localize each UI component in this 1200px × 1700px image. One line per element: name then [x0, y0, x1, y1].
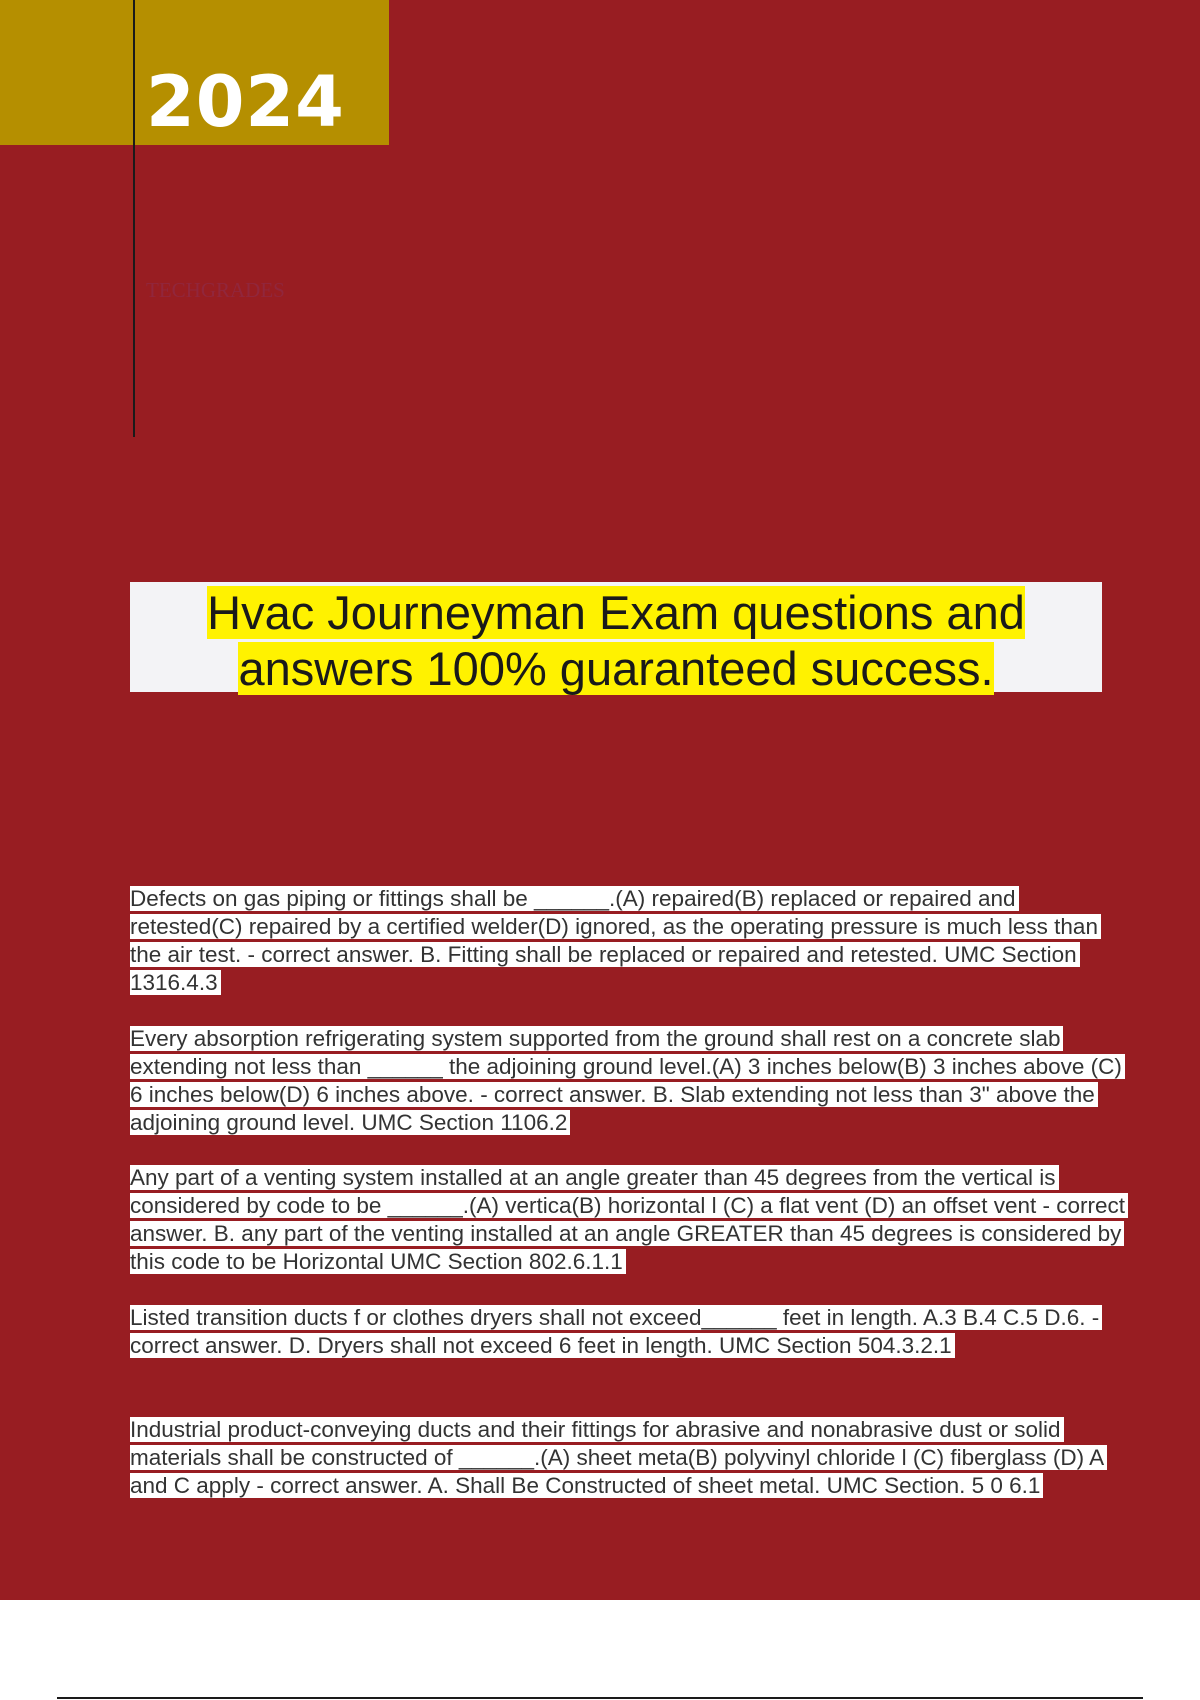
- vertical-divider: [133, 0, 135, 437]
- question-text: Any part of a venting system installed at an angle greater than 45 degrees from the vertical is considered by code to be ______.(A) vertica(B) horizontal l (C) a flat vent (D) an offset vent - correct answer. B. any part of the venting installed at an angle GREATER than 45 degrees is considered by this code to be Horizontal UMC Section 802.6.1.1: [130, 1165, 1128, 1274]
- question-text: Listed transition ducts f or clothes dryers shall not exceed______ feet in length. A.3 B.4 C.5 D.6. - correct answer. D. Dryers shall not exceed 6 feet in length. UMC Section 504.3.2.1: [130, 1305, 1102, 1358]
- question-block: [130, 885, 1130, 997]
- question-block: [130, 1164, 1130, 1276]
- watermark-text: TECHGRADES: [146, 278, 285, 302]
- title-line-2: answers 100% guaranteed success.: [238, 642, 994, 695]
- footer-rule: [57, 1697, 1143, 1699]
- question-text: Industrial product-conveying ducts and their fittings for abrasive and nonabrasive dust or solid materials shall be constructed of ______.(A) sheet meta(B) polyvinyl chloride l (C) fiberglass (D) A and C apply - correct answer. A. Shall Be Constructed of sheet metal. UMC Section. 5 0 6.1: [130, 1417, 1107, 1498]
- document-title: [207, 585, 1025, 697]
- question-text: Defects on gas piping or fittings shall be ______.(A) repaired(B) replaced or repaired and retested(C) repaired by a certified welder(D) ignored, as the operating pressure is much less than the air test. - correct answer. B. Fitting shall be replaced or repaired and retested. UMC Section 1316.4.3: [130, 886, 1101, 995]
- title-box: [130, 582, 1102, 695]
- question-text: Every absorption refrigerating system supported from the ground shall rest on a concrete slab extending not less than ______ the adjoining ground level.(A) 3 inches below(B) 3 inches above (C) 6 inches below(D) 6 inches above. - correct answer. B. Slab extending not less than 3" above the adjoining ground level. UMC Section 1106.2: [130, 1026, 1125, 1135]
- question-block: [130, 1416, 1130, 1500]
- title-line-1: Hvac Journeyman Exam questions and: [207, 586, 1025, 639]
- cover-year: 2024: [146, 61, 345, 143]
- question-block: [130, 1025, 1130, 1137]
- question-block: [130, 1304, 1130, 1360]
